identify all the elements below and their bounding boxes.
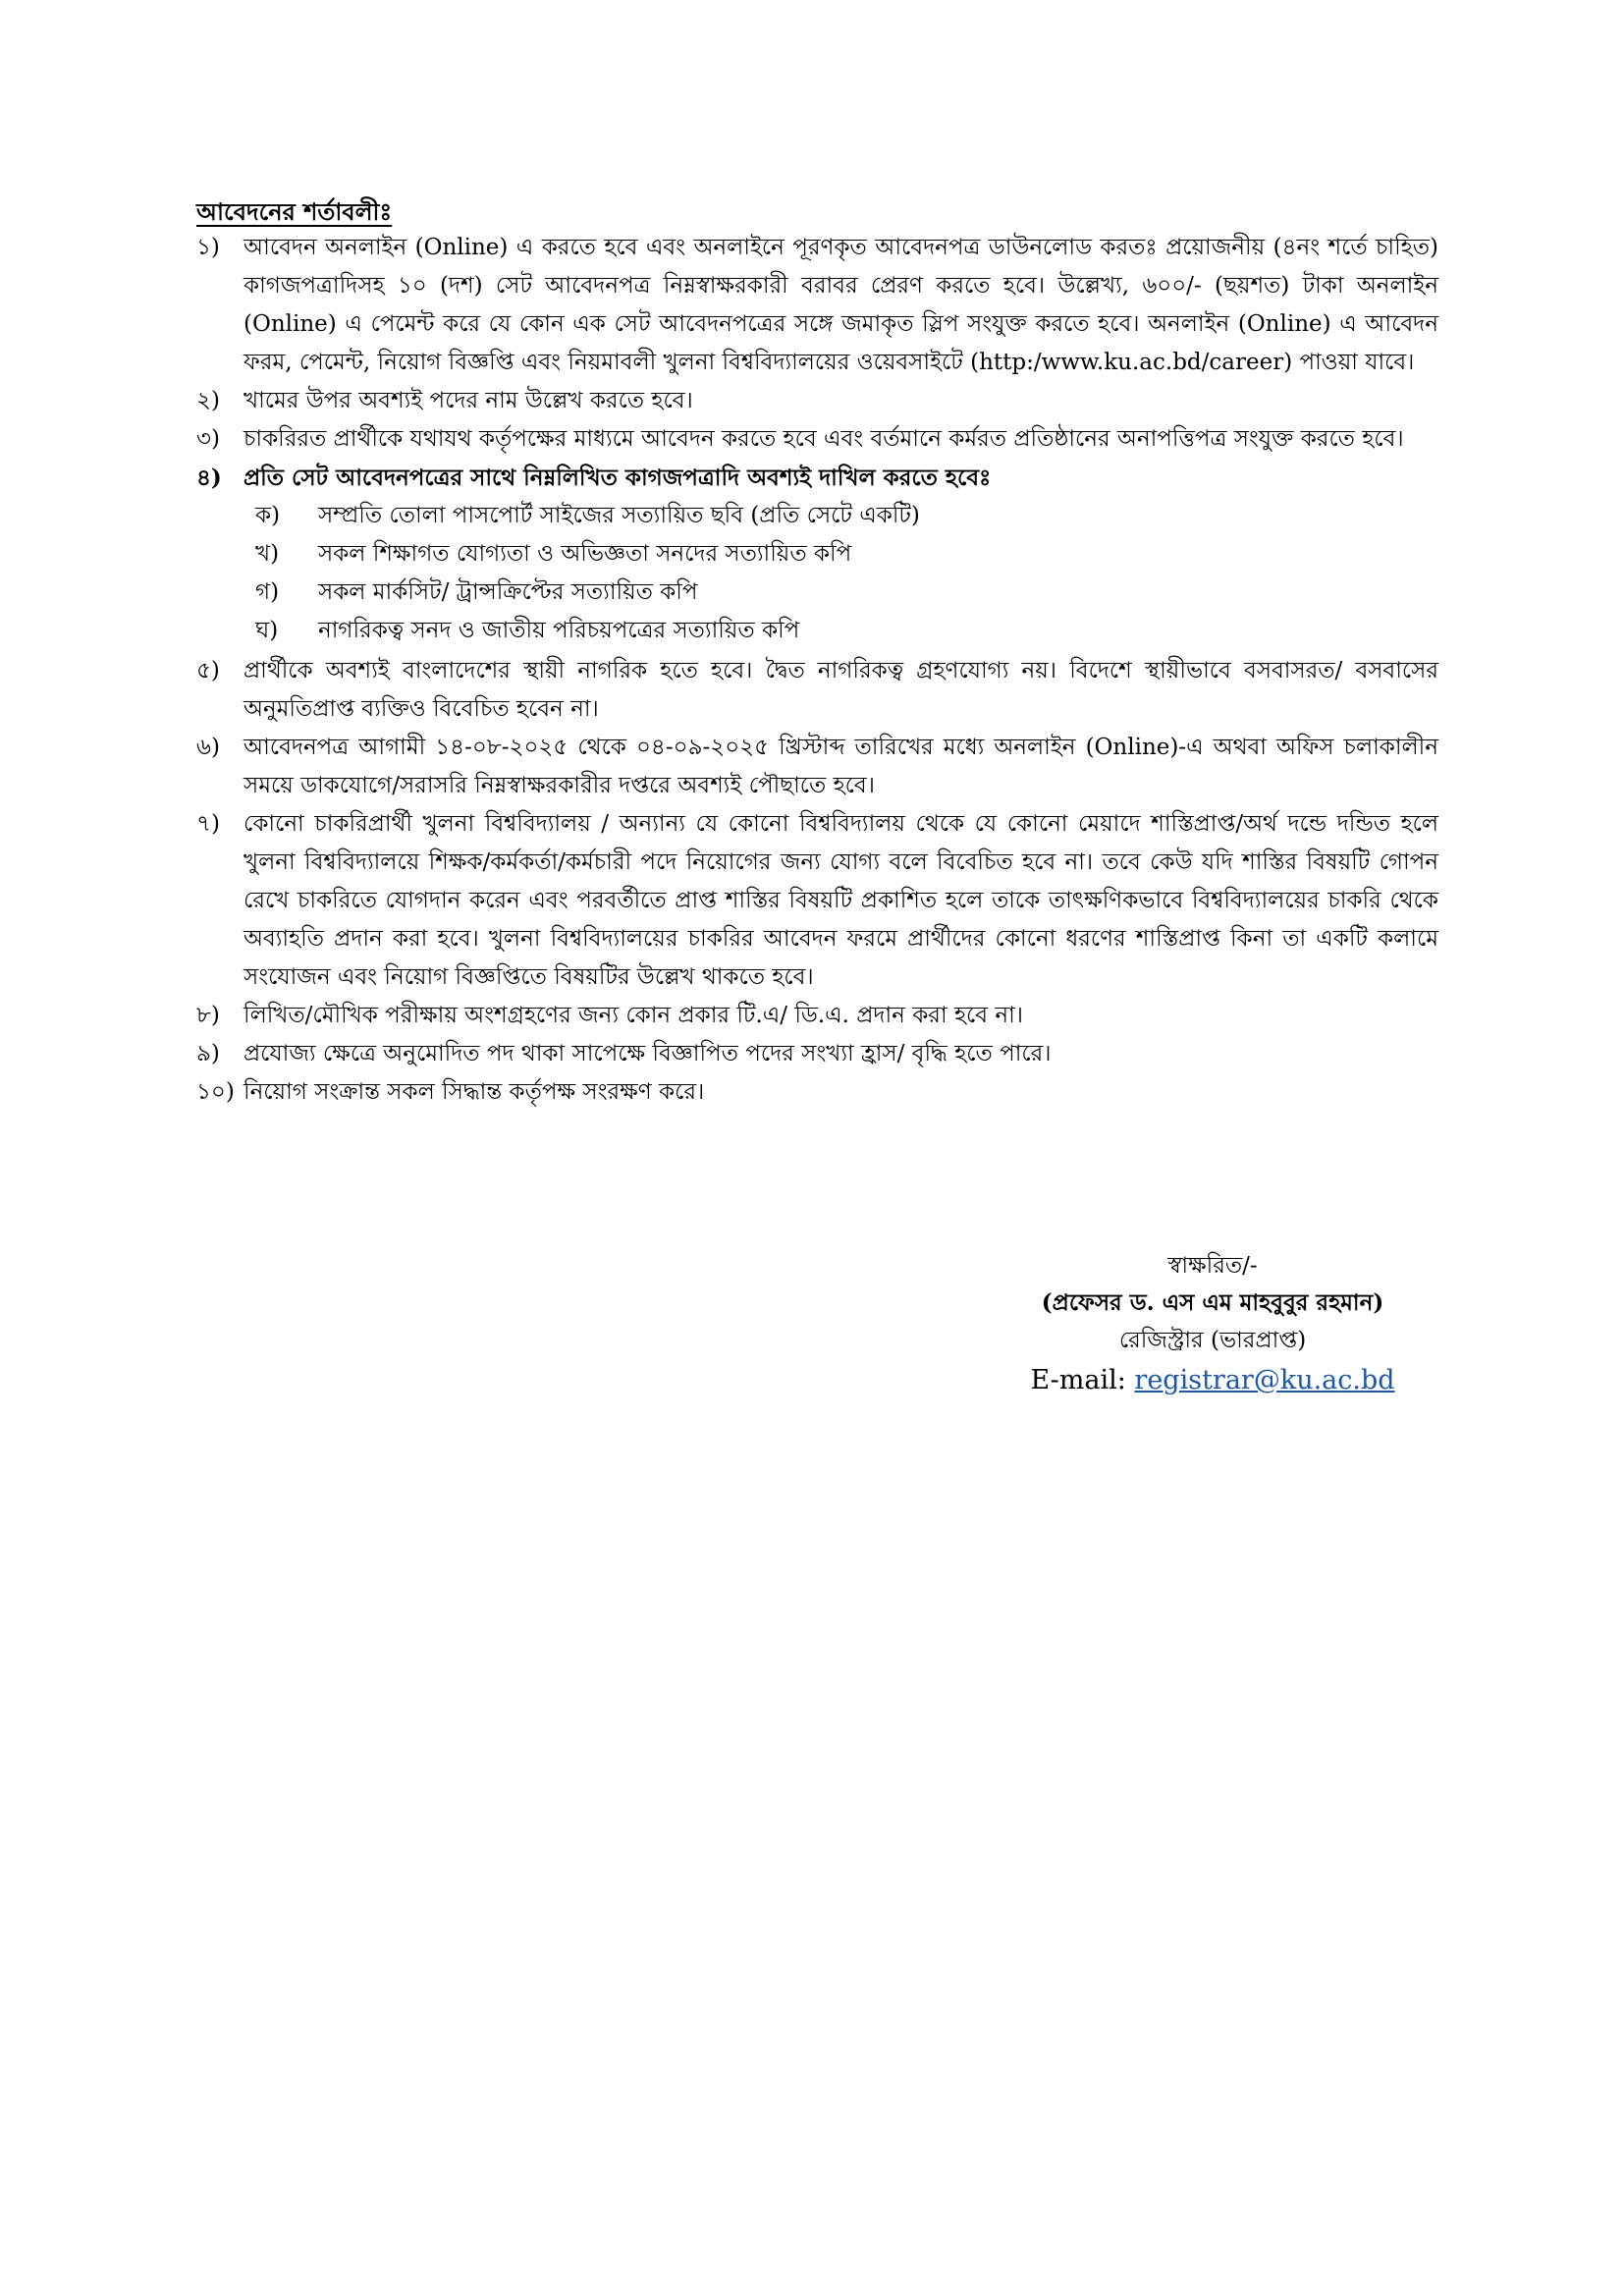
sublist-item	[255, 612, 1438, 650]
item-text: চাকরিরত প্রার্থীকে যথাযথ কর্তৃপক্ষের মাধ্যমে আবেদন করতে হবে এবং বর্তমানে কর্মরত প্রতিষ্ঠানের অনাপত্তিপত্র সংযুক্ত করতে হবে।	[244, 426, 1404, 452]
signatory-email	[982, 1361, 1443, 1400]
subitem-number: খ)	[255, 541, 280, 567]
required-documents-sublist	[196, 497, 1438, 650]
subitem-text: নাগরিকত্ব সনদ ও জাতীয় পরিচয়পত্রের সত্যায়িত কপি	[318, 618, 800, 643]
item-text: খামের উপর অবশ্যই পদের নাম উল্লেখ করতে হবে।	[244, 388, 693, 413]
item-text: আবেদনপত্র আগামী ১৪-০৮-২০২৫ থেকে ০৪-০৯-২০২৫ খ্রিস্টাব্দ তারিখের মধ্যে অনলাইন (Online)-এ অথবা অফিস চলাকালীন সময়ে ডাকযোগে/সরাসরি নিম্নস্বাক্ষরকারীর দপ্তরে অবশ্যই পৌছাতে হবে।	[244, 735, 1438, 798]
subitem-number: ঘ)	[255, 618, 279, 643]
signatory-name: (প্রফেসর ড. এস এম মাহবুবুর রহমান)	[1041, 1289, 1384, 1316]
sublist-container	[196, 497, 1438, 650]
item-number: ২)	[196, 388, 220, 413]
item-number: ৪)	[196, 465, 222, 491]
list-item	[196, 1073, 1438, 1112]
item-text: নিয়োগ সংক্রান্ত সকল সিদ্ধান্ত কর্তৃপক্ষ সংরক্ষণ করে।	[244, 1079, 705, 1105]
subitem-number: ক)	[255, 503, 281, 528]
list-item	[196, 420, 1438, 459]
list-item	[196, 997, 1438, 1035]
signatory-designation: রেজিস্ট্রার (ভারপ্রাপ্ত)	[1118, 1328, 1307, 1353]
email-link[interactable]: registrar@ku.ac.bd	[1134, 1365, 1395, 1395]
item-text: প্রযোজ্য ক্ষেত্রে অনুমোদিত পদ থাকা সাপেক্ষে বিজ্ঞাপিত পদের সংখ্যা হ্রাস/ বৃদ্ধি হতে পারে।	[244, 1041, 1052, 1066]
list-item	[196, 729, 1438, 805]
item-text: কোনো চাকরিপ্রার্থী খুলনা বিশ্ববিদ্যালয় / অন্যান্য যে কোনো বিশ্ববিদ্যালয় থেকে যে কোনো মেয়াদে শাস্তিপ্রাপ্ত/অর্থ দন্ডে দন্ডিত হলে খুলনা বিশ্ববিদ্যালয়ে শিক্ষক/কর্মকর্তা/কর্মচারী পদে নিয়োগের জন্য যোগ্য বলে বিবেচিত হবে না। তবে কেউ যদি শাস্তির বিষয়টি গোপন রেখে চাকরিতে যোগদান করেন এবং পরবর্তীতে প্রাপ্ত শাস্তির বিষয়টি প্রকাশিত হলে তাকে তাৎক্ষণিকভাবে বিশ্ববিদ্যালয়ের চাকরি থেকে অব্যাহতি প্রদান করা হবে। খুলনা বিশ্ববিদ্যালয়ের চাকরির আবেদন ফরমে প্রার্থীদের কোনো ধরণের শাস্তিপ্রাপ্ত কিনা তা একটি কলামে সংযোজন এবং নিয়োগ বিজ্ঞপ্তিতে বিষয়টির উল্লেখ থাকতে হবে।	[244, 811, 1438, 990]
subitem-text: সকল মার্কসিট/ ট্রান্সক্রিপ্টের সত্যায়িত কপি	[318, 579, 698, 605]
item-text: লিখিত/মৌখিক পরীক্ষায় অংশগ্রহণের জন্য কোন প্রকার টি.এ/ ডি.এ. প্রদান করা হবে না।	[244, 1003, 1024, 1028]
list-item-required-documents	[196, 459, 1438, 497]
item-number: ৮)	[196, 1003, 220, 1028]
list-item	[196, 1035, 1438, 1073]
list-item	[196, 382, 1438, 420]
item-text: প্রতি সেট আবেদনপত্রের সাথে নিম্নলিখিত কাগজপত্রাদি অবশ্যই দাখিল করতে হবেঃ	[244, 465, 992, 491]
item-text: প্রার্থীকে অবশ্যই বাংলাদেশের স্থায়ী নাগরিক হতে হবে। দ্বৈত নাগরিকত্ব গ্রহণযোগ্য নয়। বিদেশে স্থায়ীভাবে বসবাসরত/ বসবাসের অনুমতিপ্রাপ্ত ব্যক্তিও বিবেচিত হবেন না।	[244, 658, 1438, 722]
sublist-item	[255, 574, 1438, 612]
item-number: ৫)	[196, 658, 220, 683]
list-item	[196, 229, 1438, 382]
item-number: ১০)	[196, 1079, 235, 1105]
subitem-number: গ)	[255, 579, 280, 605]
signed-mark: স্বাক্ষরিত/-	[1167, 1253, 1258, 1279]
item-text: আবেদন অনলাইন (Online) এ করতে হবে এবং অনলাইনে পূরণকৃত আবেদনপত্র ডাউনলোড করতঃ প্রয়োজনীয় (৪নং শর্তে চাহিত) কাগজপত্রাদিসহ ১০ (দশ) সেট আবেদনপত্র নিম্নস্বাক্ষরকারী বরাবর প্রেরণ করতে হবে। উল্লেখ্য, ৬০০/- (ছয়শত) টাকা অনলাইন (Online) এ পেমেন্ট করে যে কোন এক সেট আবেদনপত্রের সঙ্গে জমাকৃত স্লিপ সংযুক্ত করতে হবে। অনলাইন (Online) এ আবেদন ফরম, পেমেন্ট, নিয়োগ বিজ্ঞপ্তি এবং নিয়মাবলী খুলনা বিশ্ববিদ্যালয়ের ওয়েবসাইটে (http:/www.ku.ac.bd/career) পাওয়া যাবে।	[244, 235, 1438, 375]
sublist-item	[255, 535, 1438, 574]
list-item	[196, 652, 1438, 729]
item-number: ৬)	[196, 735, 220, 760]
list-item	[196, 805, 1438, 997]
item-number: ৭)	[196, 811, 220, 837]
signature-block	[982, 1247, 1443, 1400]
email-label: E-mail:	[1030, 1365, 1135, 1395]
subitem-text: সকল শিক্ষাগত যোগ্যতা ও অভিজ্ঞতা সনদের সত্যায়িত কপি	[318, 541, 852, 567]
item-number: ৩)	[196, 426, 220, 452]
item-number: ১)	[196, 235, 220, 260]
conditions-heading: আবেদনের শর্তাবলীঃ	[196, 197, 393, 226]
subitem-text: সম্প্রতি তোলা পাসপোর্ট সাইজের সত্যায়িত ছবি (প্রতি সেটে একটি)	[318, 503, 920, 528]
item-number: ৯)	[196, 1041, 220, 1066]
sublist-item	[255, 497, 1438, 535]
conditions-list	[196, 229, 1438, 1112]
